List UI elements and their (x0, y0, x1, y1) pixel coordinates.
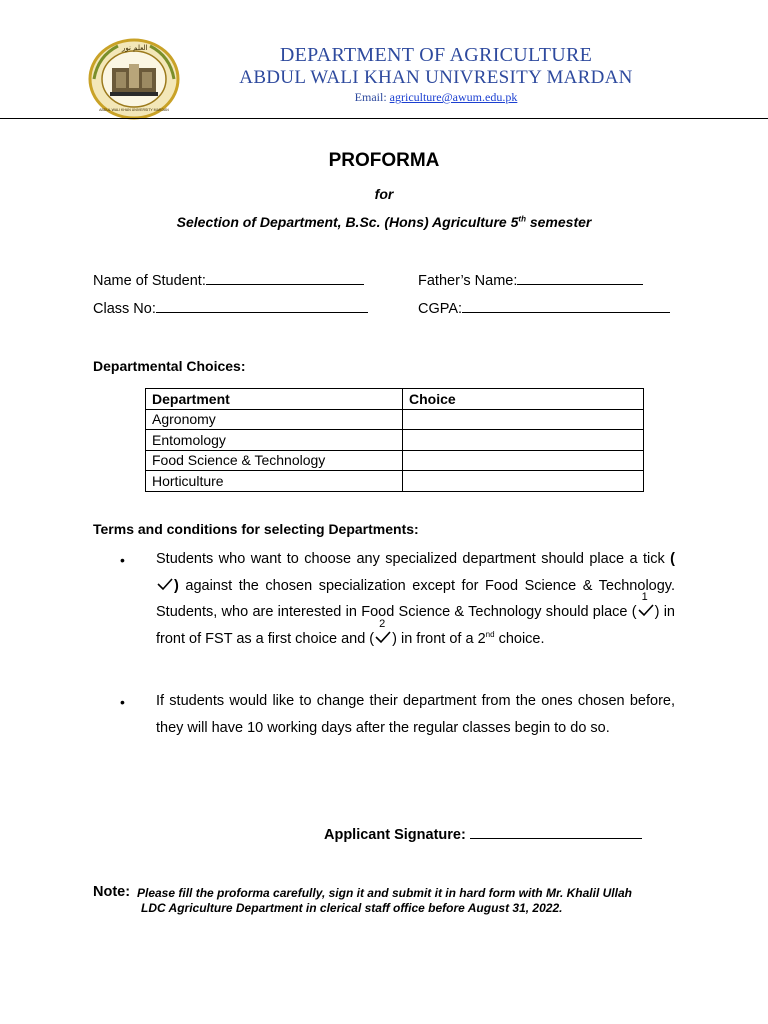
term-item-2: If students would like to change their department from the ones chosen before, they will have 10 working days after the regular classes begin to do so. (156, 693, 675, 736)
class-no-blank[interactable] (156, 299, 368, 313)
student-name-field[interactable]: Name of Student: (93, 271, 364, 289)
department-cell: Entomology (146, 430, 403, 451)
cgpa-field[interactable]: CGPA: (418, 299, 670, 317)
proforma-for: for (374, 186, 394, 202)
logo-ring-text: ABDUL WALI KHAN UNIVERSITY MARDAN (99, 108, 169, 112)
checkmark-icon (156, 575, 174, 591)
checkmark-first-choice-icon: 1 (637, 601, 655, 617)
choice-cell[interactable] (403, 471, 644, 492)
choice-cell[interactable] (403, 430, 644, 451)
email-line (180, 90, 692, 105)
term-item-1: Students who want to choose any specialized department should place a tick () against the chosen specialization except for Food Science & Technology. Students, who are interested in Food Science & Technology should place ( 1 ) in front of FST as a first choice and ( 2 ) in front of a 2nd choice. (156, 551, 675, 647)
choice-cell[interactable] (403, 409, 644, 430)
note-line-2: LDC Agriculture Department in clerical staff office before August 31, 2022. (141, 901, 563, 915)
column-header-department: Department (146, 389, 403, 410)
logo-arabic-motto: العلم نور (122, 44, 148, 52)
department-table (145, 388, 644, 492)
university-logo (88, 38, 180, 120)
email-label: Email: (354, 90, 387, 104)
choice-cell[interactable] (403, 450, 644, 471)
table-row (146, 450, 644, 471)
proforma-subtitle: Selection of Department, B.Sc. (Hons) Agriculture 5th semester (176, 214, 592, 230)
column-header-choice: Choice (403, 389, 644, 410)
bullet-icon: • (120, 694, 125, 710)
table-row (146, 471, 644, 492)
student-name-blank[interactable] (206, 271, 364, 285)
terms-heading: Terms and conditions for selecting Departments: (93, 521, 419, 537)
table-header-row (146, 389, 644, 410)
proforma-title: PROFORMA (328, 150, 440, 171)
father-name-field[interactable]: Father’s Name: (418, 271, 643, 289)
applicant-signature-field[interactable]: Applicant Signature: (324, 826, 642, 843)
note-line-1: Please fill the proforma carefully, sign it and submit it in hard form with Mr. Khalil Ullah (137, 886, 632, 900)
cgpa-blank[interactable] (462, 299, 670, 313)
table-row (146, 409, 644, 430)
university-heading: ABDUL WALI KHAN UNIVRESITY MARDAN (239, 67, 633, 88)
department-cell: Agronomy (146, 409, 403, 430)
department-cell: Food Science & Technology (146, 450, 403, 471)
signature-blank[interactable] (470, 826, 642, 839)
department-heading: DEPARTMENT OF AGRICULTURE (279, 44, 593, 66)
note-label: Note: (93, 884, 131, 900)
header-divider (0, 118, 768, 119)
bullet-icon: • (120, 552, 125, 568)
choices-heading: Departmental Choices: (93, 358, 246, 374)
table-row (146, 430, 644, 451)
class-no-field[interactable]: Class No: (93, 299, 368, 317)
checkmark-second-choice-icon: 2 (374, 628, 392, 644)
department-cell: Horticulture (146, 471, 403, 492)
email-link[interactable]: agriculture@awum.edu.pk (389, 90, 518, 104)
father-name-blank[interactable] (517, 271, 643, 285)
